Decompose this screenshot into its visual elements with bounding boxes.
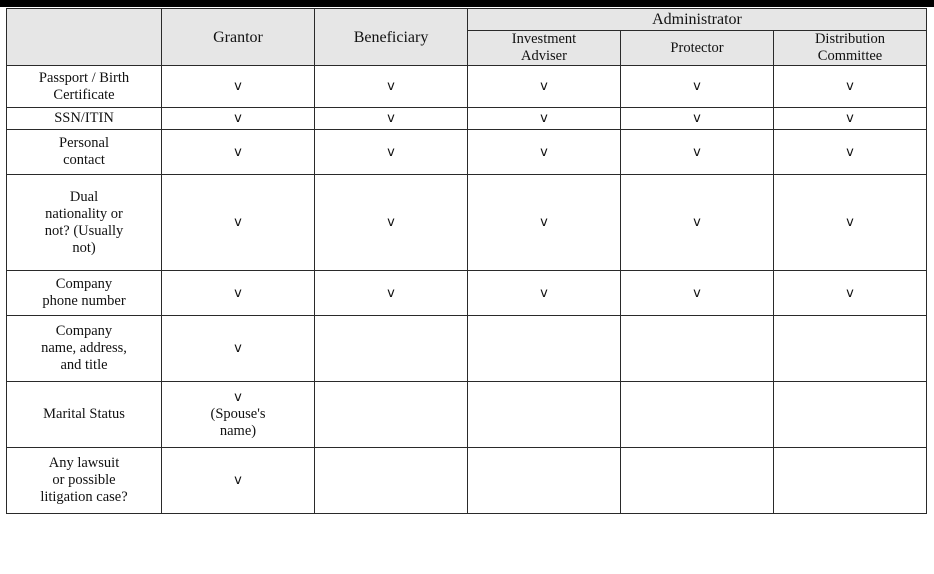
checkmark-value: v — [234, 144, 242, 160]
cell-beneficiary — [315, 130, 468, 175]
row-label — [7, 66, 162, 108]
header-corner-cell — [7, 9, 162, 66]
header-protector: Protector — [621, 31, 774, 66]
table-row — [7, 175, 927, 271]
header-beneficiary: Beneficiary — [315, 9, 468, 66]
row-label — [7, 271, 162, 316]
cell-investment-adviser — [468, 175, 621, 271]
checkmark-value: v — [693, 79, 701, 94]
cell-grantor — [162, 448, 315, 514]
checkmark-value: v — [234, 215, 242, 230]
checkmark-value: v — [234, 473, 242, 488]
cell-grantor — [162, 130, 315, 175]
header-grantor: Grantor — [162, 9, 315, 66]
header-distribution-committee-line: Committee — [817, 48, 883, 64]
cell-protector — [621, 271, 774, 316]
table-row — [7, 448, 927, 514]
cell-investment-adviser — [468, 382, 621, 448]
cell-grantor — [162, 66, 315, 108]
checkmark-value: v — [846, 144, 854, 160]
cell-distribution-committee — [774, 130, 927, 175]
cell-protector — [621, 130, 774, 175]
header-administrator: Administrator — [468, 9, 927, 31]
cell-investment-adviser — [468, 108, 621, 130]
row-label-line: phone number — [42, 293, 126, 309]
checkmark-value: v — [234, 390, 242, 405]
row-label-line: nationality or — [45, 205, 123, 222]
cell-distribution-committee — [774, 316, 927, 382]
row-label — [7, 382, 162, 448]
row-label — [7, 175, 162, 271]
row-label-line: not) — [72, 239, 96, 256]
checkmark-value: v — [846, 111, 854, 126]
cell-protector — [621, 316, 774, 382]
cell-distribution-committee — [774, 448, 927, 514]
checkmark-value: v — [540, 144, 548, 160]
cell-protector — [621, 382, 774, 448]
row-label-line: Dual — [69, 188, 99, 205]
row-label-line: Company — [55, 323, 113, 339]
cell-beneficiary — [315, 271, 468, 316]
table-row — [7, 382, 927, 448]
cell-protector — [621, 66, 774, 108]
checkmark-value: v — [540, 111, 548, 126]
header-investment-adviser-line: Investment — [511, 31, 577, 47]
cell-note-line: name) — [219, 423, 257, 439]
table-body — [7, 66, 927, 514]
row-label-line: SSN/ITIN — [54, 110, 114, 126]
header-distribution-committee-line: Distribution — [814, 31, 886, 47]
checkmark-value: v — [387, 79, 395, 94]
checkmark-value: v — [540, 215, 548, 230]
row-label — [7, 130, 162, 175]
cell-investment-adviser — [468, 130, 621, 175]
row-label-line: Certificate — [53, 86, 115, 103]
checkmark-value: v — [846, 79, 854, 94]
row-label-line: or possible — [52, 472, 116, 488]
checkmark-value: v — [234, 285, 242, 301]
table-row — [7, 130, 927, 175]
cell-beneficiary — [315, 316, 468, 382]
header-investment-adviser-line: Adviser — [521, 48, 567, 64]
table-row — [7, 66, 927, 108]
cell-beneficiary — [315, 66, 468, 108]
cell-investment-adviser — [468, 448, 621, 514]
row-label-line: name, address, — [41, 340, 127, 356]
cell-distribution-committee — [774, 175, 927, 271]
row-label — [7, 108, 162, 130]
row-label — [7, 448, 162, 514]
checkmark-value: v — [846, 215, 854, 230]
requirements-table — [6, 8, 927, 514]
row-label-line: contact — [63, 152, 105, 168]
cell-grantor — [162, 175, 315, 271]
checkmark-value: v — [693, 111, 701, 126]
cell-note-line: (Spouse's — [210, 406, 266, 422]
cell-investment-adviser — [468, 271, 621, 316]
table-row — [7, 316, 927, 382]
cell-investment-adviser — [468, 316, 621, 382]
cell-beneficiary — [315, 448, 468, 514]
row-label-line: and title — [60, 357, 108, 373]
row-label — [7, 316, 162, 382]
checkmark-value: v — [387, 215, 395, 230]
cell-protector — [621, 175, 774, 271]
table-row — [7, 271, 927, 316]
checkmark-value: v — [387, 285, 395, 301]
cell-beneficiary — [315, 382, 468, 448]
checkmark-value: v — [693, 285, 701, 301]
row-label-line: not? (Usually — [44, 222, 124, 239]
row-label-line: Marital Status — [43, 406, 125, 422]
row-label-line: litigation case? — [40, 489, 128, 505]
checkmark-value: v — [846, 285, 854, 301]
table-row — [7, 108, 927, 130]
checkmark-value: v — [387, 144, 395, 160]
cell-grantor — [162, 271, 315, 316]
cell-investment-adviser — [468, 66, 621, 108]
table-header — [7, 9, 927, 66]
cell-distribution-committee — [774, 66, 927, 108]
cell-distribution-committee — [774, 271, 927, 316]
cell-distribution-committee — [774, 382, 927, 448]
cell-beneficiary — [315, 175, 468, 271]
checkmark-value: v — [387, 111, 395, 126]
cell-grantor — [162, 108, 315, 130]
checkmark-value: v — [693, 215, 701, 230]
checkmark-value: v — [234, 79, 242, 94]
header-investment-adviser — [468, 31, 621, 66]
cell-beneficiary — [315, 108, 468, 130]
cell-distribution-committee — [774, 108, 927, 130]
checkmark-value: v — [234, 341, 242, 356]
row-label-line: Company — [55, 276, 113, 292]
row-label-line: Passport / Birth — [38, 69, 130, 86]
header-distribution-committee — [774, 31, 927, 66]
checkmark-value: v — [693, 144, 701, 160]
row-label-line: Personal — [59, 135, 109, 151]
cell-protector — [621, 108, 774, 130]
clipped-heading-strip — [0, 0, 934, 7]
cell-grantor — [162, 382, 315, 448]
checkmark-value: v — [234, 111, 242, 126]
checkmark-value: v — [540, 285, 548, 301]
row-label-line: Any lawsuit — [48, 455, 120, 471]
checkmark-value: v — [540, 79, 548, 94]
cell-protector — [621, 448, 774, 514]
cell-grantor — [162, 316, 315, 382]
